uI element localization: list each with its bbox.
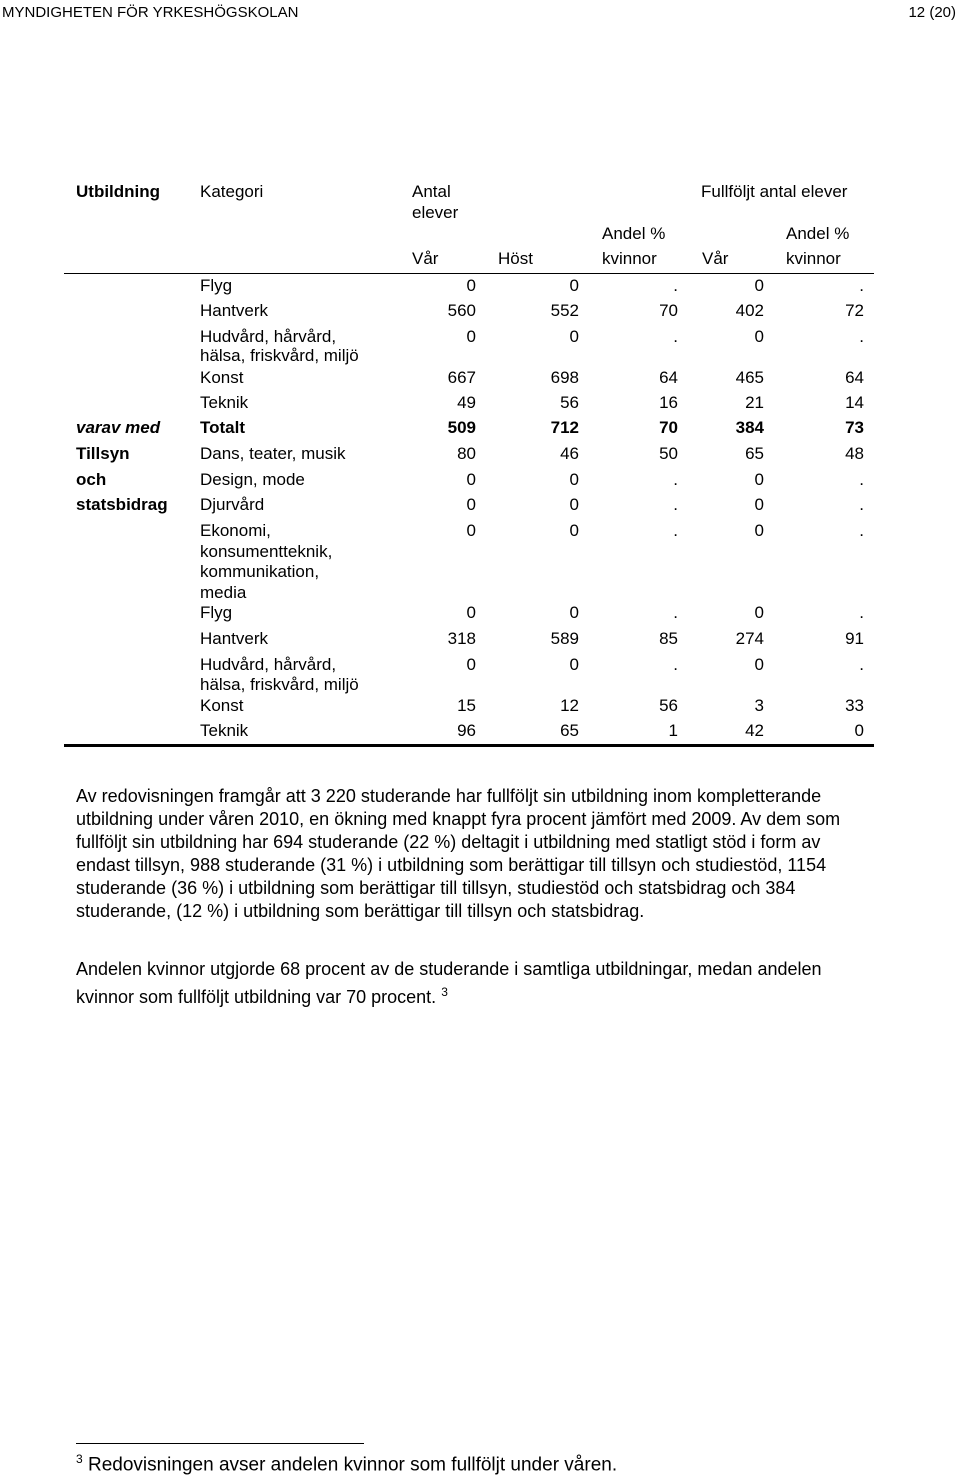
org-name: MYNDIGHETEN FÖR YRKESHÖGSKOLAN — [2, 4, 299, 21]
header-antal: Antal — [412, 182, 451, 201]
header-var1: Vår — [412, 249, 439, 268]
header-fullfoljt: Fullföljt antal elever — [701, 182, 848, 201]
body-paragraph-2: Andelen kvinnor utgjorde 68 procent av de studerande i samtliga utbildningar, medan andelen kvinnor som fullföljt utbildning var 70 procent. $^3$ — [76, 959, 822, 1007]
header-kategori: Kategori — [200, 182, 264, 201]
page-number: 12 (20) — [908, 4, 956, 21]
header-andel2: Andel % — [786, 224, 850, 243]
footnote — [76, 1452, 617, 1476]
header-rule — [64, 273, 874, 274]
header-kvinnor2: kvinnor — [786, 249, 841, 268]
group-label-statsbidrag: statsbidrag — [76, 495, 168, 514]
footnote-reference: 3 — [441, 985, 448, 999]
footnote-text: Redovisningen avser andelen kvinnor som fullföljt under våren. — [87, 1454, 618, 1476]
group-label-varav: varav med — [76, 418, 161, 437]
header-host: Höst — [498, 249, 533, 268]
table-bottom-rule — [64, 744, 874, 747]
footnote-divider — [76, 1443, 364, 1444]
body-paragraph-1: Av redovisningen framgår att 3 220 studerande har fullföljt sin utbildning inom kompletterande utbildning under våren 2010, en ökning med knappt fyra procent jämfört med 2009. Av dem som fullföljt sin utbildning har 694 studerande (22 %) deltagit i utbildning med statligt stöd i form av endast tillsyn, 988 studerande (31 %) i utbildning som berättigar till tillsyn och studiestöd, 1154 studerande (36 %) i utbildning som berättigar till tillsyn, studiestöd och statsbidrag och 384 studerande, (12 %) i utbildning som berättigar till tillsyn och statsbidrag. — [76, 786, 841, 921]
footnote-number: 3 — [76, 1452, 83, 1466]
group-label-tillsyn: Tillsyn — [76, 444, 130, 463]
group-label-och: och — [76, 470, 107, 489]
header-elever: elever — [412, 203, 459, 222]
header-kvinnor1: kvinnor — [602, 249, 657, 268]
header-var2: Vår — [702, 249, 729, 268]
header-andel1: Andel % — [602, 224, 666, 243]
header-utbildning: Utbildning — [76, 182, 161, 201]
